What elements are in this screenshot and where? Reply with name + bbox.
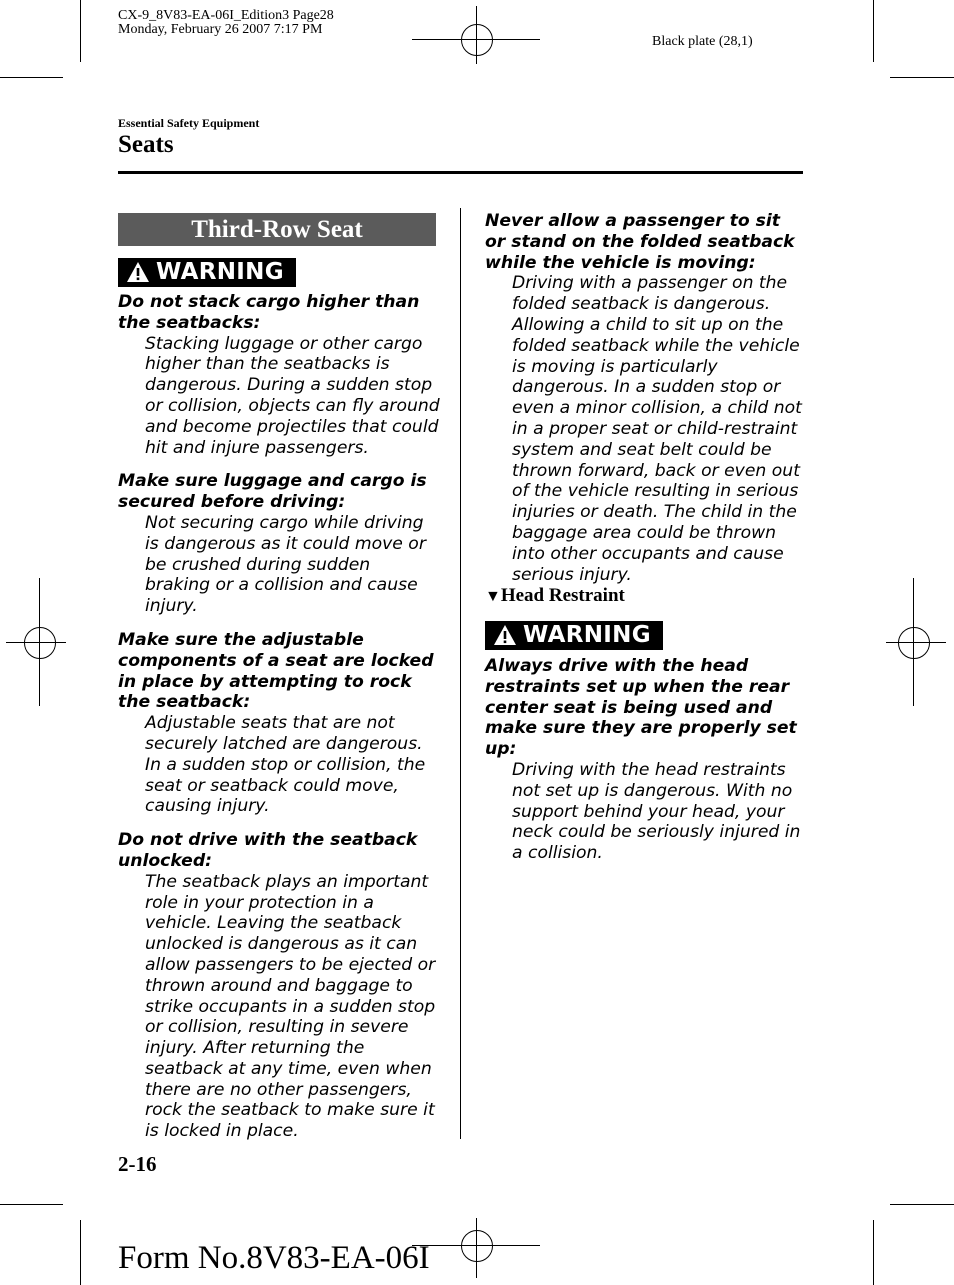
crop-mark xyxy=(80,1220,81,1285)
head-restraint-warning-text xyxy=(485,656,805,864)
subsection-heading xyxy=(485,585,625,607)
registration-line xyxy=(6,642,66,643)
crop-mark xyxy=(80,0,81,62)
registration-line xyxy=(476,1218,477,1278)
warning-body: Driving with the head restraints not set up is dangerous. With no support behind your head, your neck could be seriously injured in a collision. xyxy=(512,759,801,864)
warning-triangle-icon xyxy=(126,261,150,283)
section-banner: Third-Row Seat xyxy=(118,213,436,246)
warning-heading: Do not drive with the seatback unlocked: xyxy=(118,830,418,871)
warning-item xyxy=(118,830,440,1142)
section-label: Essential Safety Equipment xyxy=(118,116,260,130)
form-number: Form No.8V83-EA-06I xyxy=(118,1240,430,1276)
registration-line xyxy=(886,642,946,643)
plate-label: Black plate (28,1) xyxy=(652,34,753,49)
left-column-text xyxy=(118,292,440,1142)
warning-item xyxy=(485,656,805,864)
registration-target-icon xyxy=(24,627,56,659)
subsection-title: Head Restraint xyxy=(500,585,625,606)
warning-label: WARNING xyxy=(523,622,651,648)
warning-item xyxy=(118,630,440,817)
triangle-down-icon: ▼ xyxy=(485,588,501,605)
print-job-line-2: Monday, February 26 2007 7:17 PM xyxy=(118,22,323,37)
print-job-line-1: CX-9_8V83-EA-06I_Edition3 Page28 xyxy=(118,8,334,23)
warning-heading: Always drive with the head restraints set up when the rear center seat is being used and make sure they are properly set up: xyxy=(485,656,797,760)
crop-mark xyxy=(873,1220,874,1285)
registration-target-icon xyxy=(898,627,930,659)
warning-badge xyxy=(118,258,296,287)
crop-mark xyxy=(873,0,874,62)
registration-target-icon xyxy=(461,24,493,56)
warning-heading: Make sure luggage and cargo is secured before driving: xyxy=(118,471,427,513)
warning-heading: Make sure the adjustable components of a seat are locked in place by attempting to rock the seatback: xyxy=(118,629,434,713)
warning-item xyxy=(118,292,440,458)
right-column-text xyxy=(485,211,805,585)
print-job-header xyxy=(118,9,334,37)
warning-item xyxy=(485,211,805,585)
warning-triangle-icon xyxy=(493,624,517,646)
column-divider xyxy=(460,208,461,1139)
registration-target-icon xyxy=(461,1230,493,1262)
crop-mark xyxy=(890,1204,954,1205)
page-title: Seats xyxy=(118,131,174,158)
warning-badge xyxy=(485,621,663,650)
warning-body: Adjustable seats that are not securely latched are dangerous. In a sudden stop or collision, the seat or seatback could move, causing injury. xyxy=(145,713,426,817)
title-rule xyxy=(118,171,803,174)
crop-mark xyxy=(0,77,63,78)
crop-mark xyxy=(0,1204,63,1205)
registration-line xyxy=(476,6,477,64)
warning-heading: Do not stack cargo higher than the seatbacks: xyxy=(118,292,420,333)
page-number: 2-16 xyxy=(118,1152,157,1176)
warning-body: Not securing cargo while driving is dangerous as it could move or be crushed during sudden braking or a collision and cause injury. xyxy=(145,512,426,617)
warning-label: WARNING xyxy=(156,259,284,285)
crop-mark xyxy=(890,77,954,78)
warning-heading: Never allow a passenger to sit or stand on the folded seatback while the vehicle is moving: xyxy=(485,211,795,273)
warning-item xyxy=(118,471,440,617)
warning-body: The seatback plays an important role in your protection in a vehicle. Leaving the seatback unlocked is dangerous as it can allow passengers to be ejected or thrown around and baggage to strike occupants in a sudden stop or collision, resulting in severe injury. After returning the seatback at any time, even when there are no other passengers, rock the seatback to make sure it is locked in place. xyxy=(145,871,436,1142)
warning-body: Driving with a passenger on the folded seatback is dangerous. Allowing a child to sit up on the folded seatback while the vehicle is moving is particularly dangerous. In a sudden stop or even a minor collision, a child not in a proper seat or child-restraint system and seat belt could be thrown forward, back or even out of the vehicle resulting in serious injuries or death. The child in the baggage area could be thrown into other occupants and cause serious injury. xyxy=(512,273,802,585)
warning-body: Stacking luggage or other cargo higher than the seatbacks is dangerous. During a sudden stop or collision, objects can fly around and become projectiles that could hit and injure passengers. xyxy=(145,333,440,458)
